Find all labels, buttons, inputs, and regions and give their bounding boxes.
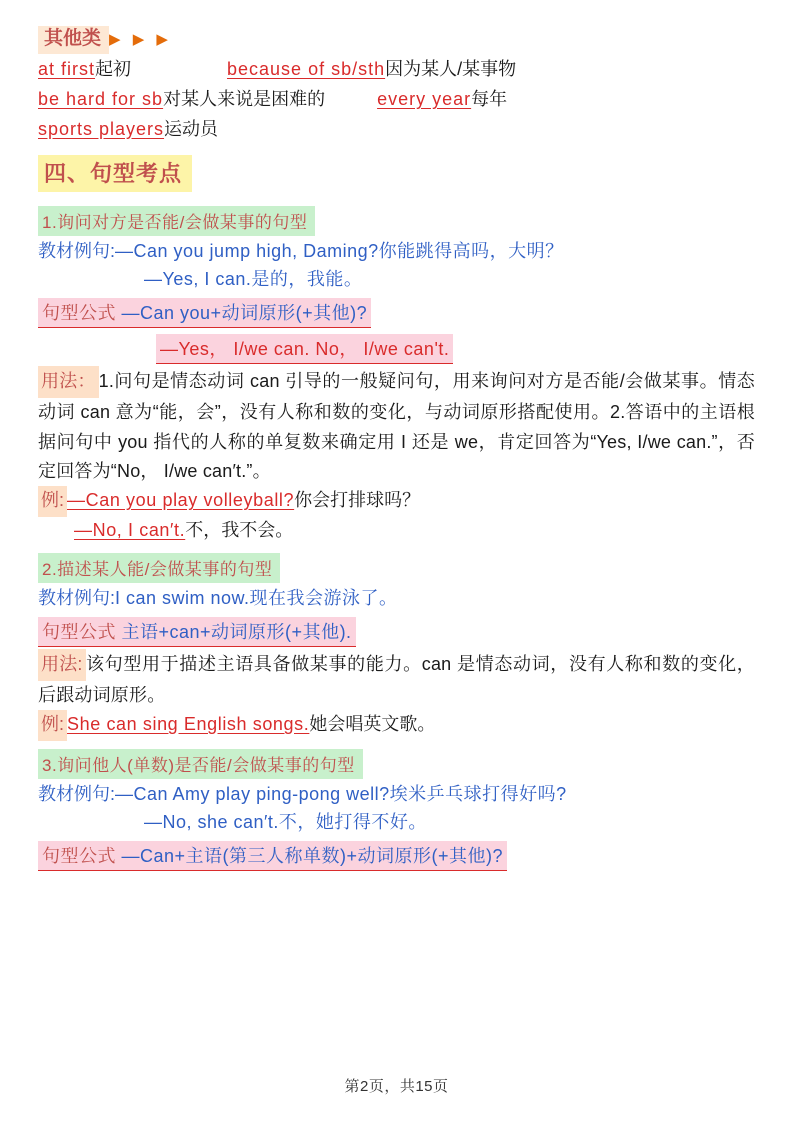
phrase-cn: 起初: [95, 58, 132, 79]
formula-body: —Can you+动词原形(+其他)?: [121, 303, 368, 324]
example-en: She can sing English songs.: [67, 713, 310, 734]
phrase-row-1: [38, 56, 755, 84]
usage-label: 用法：: [38, 366, 99, 398]
formula-line: [38, 841, 507, 871]
page-title: 四、句型考点: [38, 155, 192, 192]
point-1-formula2-wrap: [156, 330, 755, 366]
point-3-subheading: 3.询问他人(单数)是否能/会做某事的句型: [38, 749, 363, 779]
point-1-example-line2: [74, 517, 755, 545]
phrase-cn: 每年: [471, 88, 508, 109]
phrase-row-3: [38, 116, 755, 144]
textbook-example: —Can you jump high, Daming?你能跳得高吗，大明？: [115, 241, 564, 262]
point-2-formula-wrap: [38, 613, 755, 649]
example-label: 例:: [38, 710, 67, 741]
formula-answer: —Yes， I/we can. No， I/we can't.: [160, 339, 450, 360]
phrase-en: because of sb/sth: [227, 58, 386, 79]
textbook-example-answer: —Yes, I can.是的，我能。: [144, 269, 363, 290]
textbook-label: 教材例句:: [38, 783, 116, 804]
example-cn: 她会唱英文歌。: [309, 713, 436, 734]
section-heading-wrap: [38, 145, 755, 198]
point-2-textbook-line1: [38, 585, 755, 613]
formula-label: 句型公式: [42, 621, 122, 642]
example-en: —Can you play volleyball?: [67, 489, 295, 510]
phrase-cn: 运动员: [164, 118, 219, 139]
phrase-row-2: [38, 86, 755, 114]
point-3-formula-wrap: [38, 837, 755, 873]
textbook-label: 教材例句:: [38, 241, 116, 262]
example-cn: 你会打排球吗？: [294, 489, 421, 510]
example-label: 例:: [38, 486, 67, 517]
formula-body: —Can+主语(第三人称单数)+动词原形(+其他)?: [121, 845, 504, 866]
other-category-title: 其他类: [38, 26, 109, 54]
textbook-example-answer: —No, she can′t.不，她打得不好。: [144, 811, 427, 832]
point-1-usage: [38, 366, 755, 486]
point-3-subheading-wrap: [38, 741, 755, 781]
formula-label: 句型公式: [42, 845, 122, 866]
point-2-subheading: 2.描述某人能/会做某事的句型: [38, 553, 280, 583]
page-footer: 第2页，共15页: [344, 1078, 449, 1095]
phrase-en: every year: [377, 88, 472, 109]
point-3-textbook-line2: [144, 809, 755, 837]
point-1-example: [38, 486, 755, 517]
point-2: [38, 545, 755, 741]
phrase-en: sports players: [38, 118, 165, 139]
point-1-formula-wrap: [38, 294, 755, 330]
point-3-textbook-line1: [38, 781, 755, 809]
formula-answer-line: [156, 334, 453, 364]
example-answer-cn: 不，我不会。: [185, 519, 294, 540]
example-answer-en: —No, I can′t.: [74, 519, 186, 540]
point-3: [38, 741, 755, 873]
formula-line: [38, 298, 371, 328]
point-1-textbook-line1: [38, 238, 755, 266]
point-2-subheading-wrap: [38, 545, 755, 585]
point-1: [38, 198, 755, 544]
other-category-header: [38, 26, 755, 54]
textbook-example: I can swim now.现在我会游泳了。: [115, 587, 398, 608]
phrase-en: at first: [38, 58, 96, 79]
point-1-subheading-wrap: [38, 198, 755, 238]
textbook-example: —Can Amy play ping-pong well?埃米乒乓球打得好吗?: [115, 783, 567, 804]
formula-label: 句型公式: [42, 303, 122, 324]
arrow-icons: ▶ ▶ ▶: [109, 31, 172, 48]
point-2-usage: [38, 649, 755, 710]
usage-body: 该句型用于描述主语具备做某事的能力。can 是情态动词，没有人称和数的变化，后跟动词原形。: [38, 653, 755, 705]
phrase-cn: 对某人来说是困难的: [163, 88, 326, 109]
point-1-subheading: 1.询问对方是否能/会做某事的句型: [38, 206, 315, 236]
textbook-label: 教材例句:: [38, 587, 116, 608]
phrase-cn: 因为某人/某事物: [385, 58, 517, 79]
formula-body: 主语+can+动词原形(+其他).: [121, 621, 352, 642]
formula-line: [38, 617, 356, 647]
phrase-en: be hard for sb: [38, 88, 164, 109]
point-2-example: [38, 710, 755, 741]
point-1-textbook-line2: [144, 266, 755, 294]
usage-label: 用法:: [38, 649, 86, 681]
usage-body: 1.问句是情态动词 can 引导的一般疑问句，用来询问对方是否能/会做某事。情态动词 can 意为“能，会”，没有人称和数的变化，与动词原形搭配使用。2.答语中的主语根据问句中 you 指代的人称的单复数来确定用 I 还是 we，肯定回答为“Yes, I/we can.”，否定回答为“No， I/we can′t.”。: [38, 371, 755, 481]
